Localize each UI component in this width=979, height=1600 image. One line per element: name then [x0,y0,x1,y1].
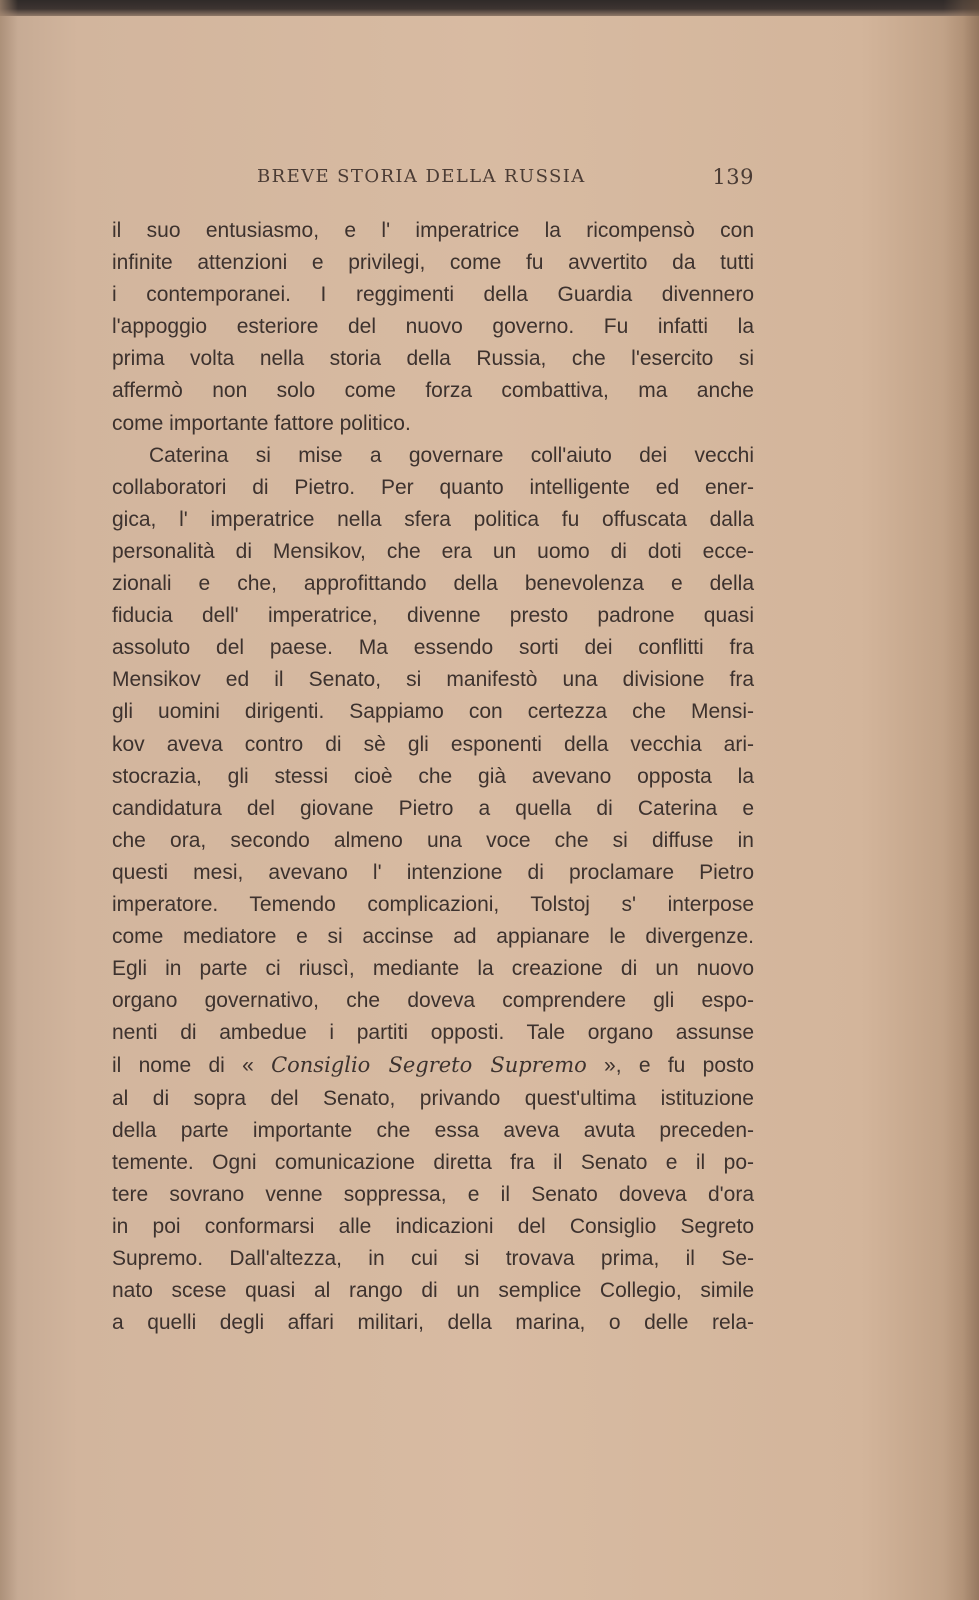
text-line: personalità di Mensikov, che era un uomo di doti ecce- [112,539,754,563]
left-page-shadow [0,0,18,1600]
text-line: imperatore. Temendo complicazioni, Tolstoj s' interpose [112,892,754,916]
text-line: gli uomini dirigenti. Sappiamo con certezza che Mensi- [112,700,754,724]
text-line: Supremo. Dall'altezza, in cui si trovava prima, il Se- [112,1247,754,1270]
line-suffix: », e fu posto [586,1054,755,1078]
italic-title: Consiglio Segreto Supremo [271,1053,587,1078]
text-line: stocrazia, gli stessi cioè che già avevano opposta la [112,764,754,788]
top-page-edge [0,0,979,16]
text-line: Mensikov ed il Senato, si manifestò una divisione fra [112,668,754,692]
text-line: i contemporanei. I reggimenti della Guardia divennero [112,283,754,307]
text-line: collaboratori di Pietro. Per quanto intelligente ed ener- [112,475,754,499]
paragraph-end-line: come importante fattore politico. [112,411,411,435]
text-line: assoluto del paese. Ma essendo sorti dei conflitti fra [112,636,754,660]
running-title: BREVE STORIA DELLA RUSSIA [257,166,586,187]
text-line: candidatura del giovane Pietro a quella di Caterina e [112,796,754,820]
text-line: kov aveva contro di sè gli esponenti della vecchia ari- [112,732,754,756]
paragraph-start-line: Caterina si mise a governare coll'aiuto dei vecchi [149,443,754,467]
right-page-edge [943,0,979,1600]
text-line: a quelli degli affari militari, della marina, o delle rela- [112,1311,754,1335]
text-line: gica, l' imperatrice nella sfera politica fu offuscata dalla [112,507,754,531]
text-line: che ora, secondo almeno una voce che si diffuse in [112,828,754,852]
page-number: 139 [712,165,754,189]
text-line-with-italic-title [112,1049,754,1082]
text-line: nenti di ambedue i partiti opposti. Tale organo assunse [112,1021,754,1045]
text-line: affermò non solo come forza combattiva, ma anche [112,379,754,403]
text-line: nato scese quasi al rango di un semplice Collegio, simile [112,1279,754,1303]
text-line: al di sopra del Senato, privando quest'ultima istituzione [112,1086,754,1110]
text-line: della parte importante che essa aveva avuta preceden- [112,1118,754,1142]
text-line: l'appoggio esteriore del nuovo governo. Fu infatti la [112,315,754,339]
text-line: fiducia dell' imperatrice, divenne presto padrone quasi [112,604,754,628]
line-prefix: il nome di « [112,1054,272,1078]
text-line: come mediatore e si accinse ad appianare le divergenze. [112,925,754,949]
text-line: Egli in parte ci riuscì, mediante la creazione di un nuovo [112,957,754,981]
text-line: il suo entusiasmo, e l' imperatrice la ricompensò con [112,219,754,242]
text-line: temente. Ogni comunicazione diretta fra il Senato e il po- [112,1150,754,1174]
running-header [112,166,754,190]
text-line: prima volta nella storia della Russia, che l'esercito si [112,347,754,371]
body-text [112,215,754,1339]
text-line: infinite attenzioni e privilegi, come fu avvertito da tutti [112,251,754,275]
text-line: zionali e che, approfittando della benevolenza e della [112,572,754,596]
text-line: in poi conformarsi alle indicazioni del Consiglio Segreto [112,1214,754,1238]
text-line: tere sovrano venne soppressa, e il Senato doveva d'ora [112,1182,754,1206]
text-line: questi mesi, avevano l' intenzione di proclamare Pietro [112,860,754,884]
text-line: organo governativo, che doveva comprendere gli espo- [112,989,754,1013]
